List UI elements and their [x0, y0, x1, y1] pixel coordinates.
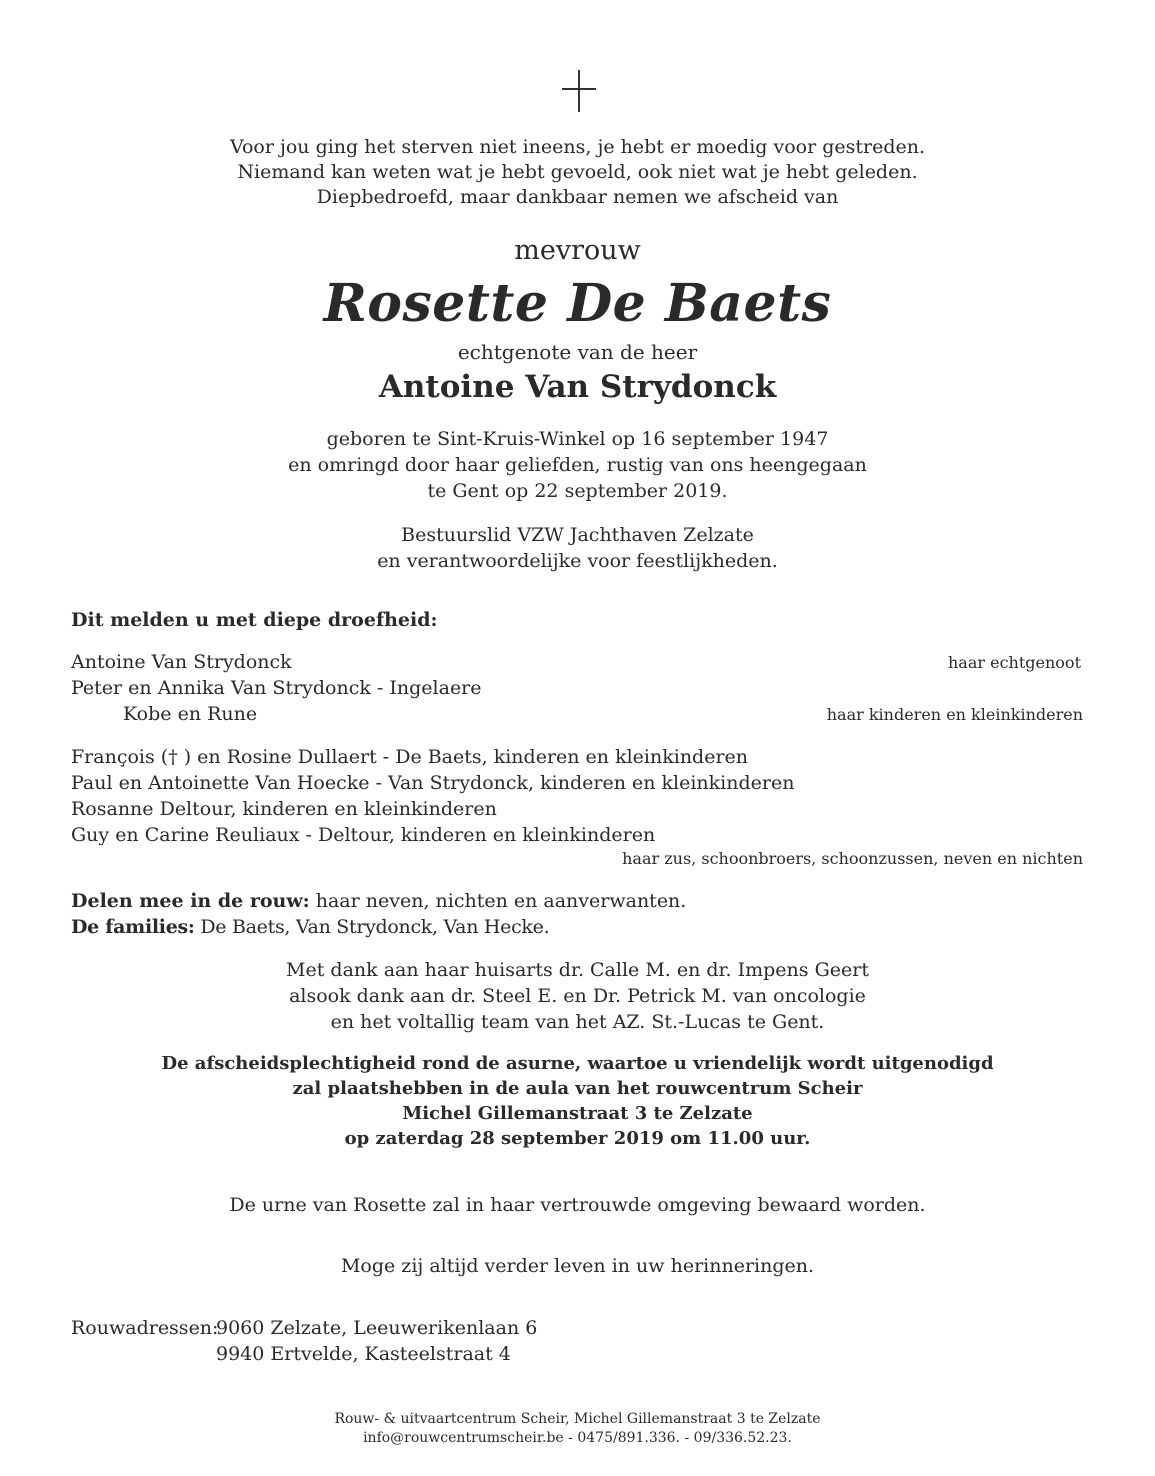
address-1: 9060 Zelzate, Leeuwerikenlaan 6: [216, 1317, 538, 1339]
siblings-relation: haar zus, schoonbroers, schoonzussen, neven en nichten: [622, 849, 1083, 868]
footer: [0, 1410, 1155, 1448]
family-sibling: François († ) en Rosine Dullaert - De Baets, kinderen en kleinkinderen: [71, 746, 749, 768]
ceremony-line: Michel Gillemanstraat 3 te Zelzate: [402, 1103, 753, 1124]
poem-line: Diepbedroefd, maar dankbaar nemen we afscheid van: [316, 186, 839, 208]
ceremony-line: op zaterdag 28 september 2019 om 11.00 uur.: [344, 1128, 811, 1149]
role-line: en verantwoordelijke voor feestlijkheden.: [377, 550, 778, 572]
family-spouse: Antoine Van Strydonck: [71, 651, 292, 673]
deceased-title: mevrouw: [514, 235, 641, 266]
family-grandchildren: Kobe en Rune: [123, 703, 258, 725]
children-relation: haar kinderen en kleinkinderen: [826, 705, 1083, 724]
ceremony-line: De afscheidsplechtigheid rond de asurne, waartoe u vriendelijk wordt uitgenodigd: [161, 1053, 994, 1074]
birth-line: en omringd door haar geliefden, rustig van ons heengegaan: [288, 454, 867, 476]
cross-icon: [562, 70, 596, 112]
footer-line: info@rouwcentrumscheir.be - 0475/891.336. - 09/336.52.23.: [363, 1430, 792, 1446]
ceremony: [0, 1051, 1155, 1151]
poem-line: Niemand kan weten wat je hebt gevoeld, ook niet wat je hebt geleden.: [237, 161, 918, 183]
families-label: De families:: [71, 916, 195, 938]
thanks-line: Met dank aan haar huisarts dr. Calle M. en dr. Impens Geert: [286, 959, 869, 981]
footer-line: Rouw- & uitvaartcentrum Scheir, Michel Gillemanstraat 3 te Zelzate: [334, 1411, 821, 1427]
mourning-text: haar neven, nichten en aanverwanten.: [309, 890, 687, 912]
poem: [0, 135, 1155, 210]
announcement-heading: Dit melden u met diepe droefheid:: [71, 609, 438, 631]
birth-details: [0, 426, 1155, 504]
spouse-intro: echtgenote van de heer: [457, 340, 698, 364]
mourning-label: Delen mee in de rouw:: [71, 890, 310, 912]
role-line: Bestuurslid VZW Jachthaven Zelzate: [401, 524, 754, 546]
families-text: De Baets, Van Strydonck, Van Hecke.: [194, 916, 550, 938]
family-sibling: Rosanne Deltour, kinderen en kleinkinderen: [71, 798, 497, 820]
thanks: [0, 957, 1155, 1035]
memory-note: Moge zij altijd verder leven in uw herinneringen.: [340, 1255, 815, 1277]
addresses-label: Rouwadressen:: [71, 1317, 219, 1339]
thanks-line: en het voltallig team van het AZ. St.-Lucas te Gent.: [330, 1011, 825, 1033]
address-2: 9940 Ertvelde, Kasteelstraat 4: [216, 1343, 511, 1365]
spouse-name: Antoine Van Strydonck: [378, 369, 777, 405]
family-sibling: Guy en Carine Reuliaux - Deltour, kinderen en kleinkinderen: [71, 824, 656, 846]
ceremony-line: zal plaatshebben in de aula van het rouwcentrum Scheir: [292, 1078, 863, 1099]
deceased-name: Rosette De Baets: [323, 273, 832, 334]
poem-line: Voor jou ging het sterven niet ineens, je hebt er moedig voor gestreden.: [229, 136, 926, 158]
families-line: [71, 914, 549, 940]
mourning-line: [71, 888, 686, 914]
birth-line: te Gent op 22 september 2019.: [427, 480, 728, 502]
birth-line: geboren te Sint-Kruis-Winkel op 16 september 1947: [326, 428, 829, 450]
thanks-line: alsook dank aan dr. Steel E. en Dr. Petrick M. van oncologie: [289, 985, 866, 1007]
spouse-relation: haar echtgenoot: [948, 653, 1081, 672]
family-sibling: Paul en Antoinette Van Hoecke - Van Strydonck, kinderen en kleinkinderen: [71, 772, 795, 794]
family-children: Peter en Annika Van Strydonck - Ingelaere: [71, 677, 482, 699]
role-details: [0, 522, 1155, 574]
urn-note: De urne van Rosette zal in haar vertrouwde omgeving bewaard worden.: [229, 1194, 926, 1216]
